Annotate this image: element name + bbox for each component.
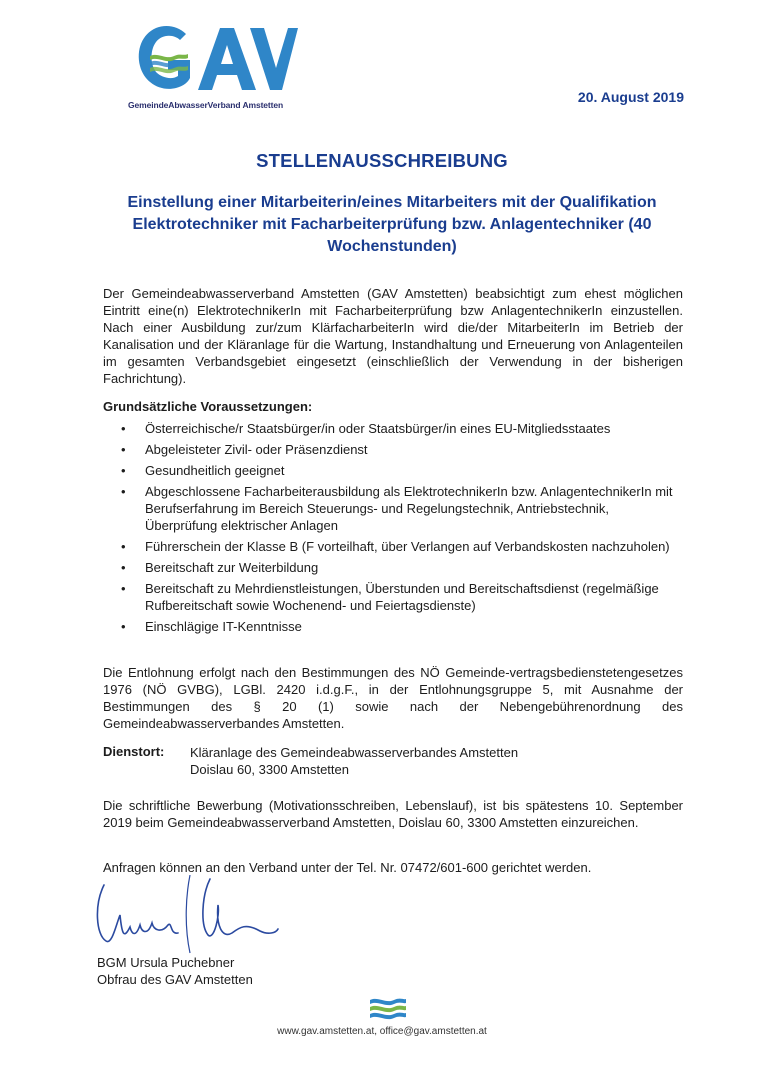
signer-block <box>97 954 253 988</box>
signer-role: Obfrau des GAV Amstetten <box>97 972 253 987</box>
list-item: • Führerschein der Klasse B (F vorteilhaft, über Verlangen auf Verbandskosten nachzuholen) <box>103 538 683 555</box>
list-item: • Bereitschaft zu Mehrdienstleistungen, Überstunden und Bereitschaftsdienst (regelmäßige Rufbereitschaft sowie Wochenend- und Feiertagsdienste) <box>103 580 683 614</box>
list-item: • Abgeschlossene Facharbeiterausbildung als ElektrotechnikerIn bzw. AnlagentechnikerIn mit Berufserfahrung im Bereich Steuerungs- und Regelungstechnik, Antriebstechnik, Überprüfung elektrischer Anlagen <box>103 483 683 534</box>
footer-wave-logo <box>368 996 408 1022</box>
job-subtitle: Einstellung einer Mitarbeiterin/eines Mitarbeiters mit der Qualifikation Elektrotechniker mit Facharbeiterprüfung bzw. Anlagentechniker (40 Wochenstunden) <box>127 194 657 255</box>
signature-scribble <box>90 875 280 955</box>
payment-paragraph: Die Entlohnung erfolgt nach den Bestimmungen des NÖ Gemeinde-vertragsbedienstetengesetzes 1976 (NÖ GVBG), LGBl. 2420 i.d.g.F., in der Entlohnungsgruppe 5, mit Ausnahme der Bestimmungen des § 20 (1) sowie nach der Nebengebührenordnung des Gemeindeabwasserverbandes Amstetten. <box>103 665 683 731</box>
signer-name: BGM Ursula Puchebner <box>97 955 235 970</box>
intro-paragraph: Der Gemeindeabwasserverband Amstetten (GAV Amstetten) beabsichtigt zum ehest möglichen Eintritt eine(n) ElektrotechnikerIn mit Facharbeiterprüfung bzw AnlagentechnikerIn einzustellen. Nach einer Ausbildung zur/zum KlärfacharbeiterIn wird die/der MitarbeiterIn im Betrieb der Kanalisation und der Kläranlage für die Wartung, Instandhaltung und Erneuerung von Anlagenteilen im gesamten Verbandsgebiet eingesetzt (einschließlich der Verwendung in der bisherigen Fachrichtung). <box>103 286 683 386</box>
list-item: • Einschlägige IT-Kenntnisse <box>103 618 683 635</box>
logo-subtitle: GemeindeAbwasserVerband Amstetten <box>128 100 284 110</box>
inquiry-text: Anfragen können an den Verband unter der Tel. Nr. 07472/601-600 gerichtet werden. <box>103 860 592 875</box>
location-value <box>190 744 518 778</box>
requirements-heading: Grundsätzliche Voraussetzungen: <box>103 399 313 414</box>
document-date: 20. August 2019 <box>577 89 684 105</box>
list-item: • Gesundheitlich geeignet <box>103 462 683 479</box>
requirements-list <box>103 420 683 639</box>
list-item: • Bereitschaft zur Weiterbildung <box>103 559 683 576</box>
page-title: STELLENAUSSCHREIBUNG <box>256 150 508 171</box>
list-item: • Österreichische/r Staatsbürger/in oder Staatsbürger/in eines EU-Mitgliedsstaates <box>103 420 683 437</box>
gav-logo <box>128 20 298 112</box>
application-paragraph: Die schriftliche Bewerbung (Motivationsschreiben, Lebenslauf), ist bis spätestens 10. September 2019 beim Gemeindeabwasserverband Amstetten, Doislau 60, 3300 Amstetten einzureichen. <box>103 798 683 830</box>
gav-logo-graphic <box>128 20 298 100</box>
location-label: Dienstort: <box>103 744 165 759</box>
list-item: • Abgeleisteter Zivil- oder Präsenzdienst <box>103 441 683 458</box>
location-line-2: Doislau 60, 3300 Amstetten <box>190 762 349 777</box>
location-line-1: Kläranlage des Gemeindeabwasserverbandes Amstetten <box>190 745 519 760</box>
footer-contact: www.gav.amstetten.at, office@gav.amstetten.at <box>277 1026 487 1037</box>
